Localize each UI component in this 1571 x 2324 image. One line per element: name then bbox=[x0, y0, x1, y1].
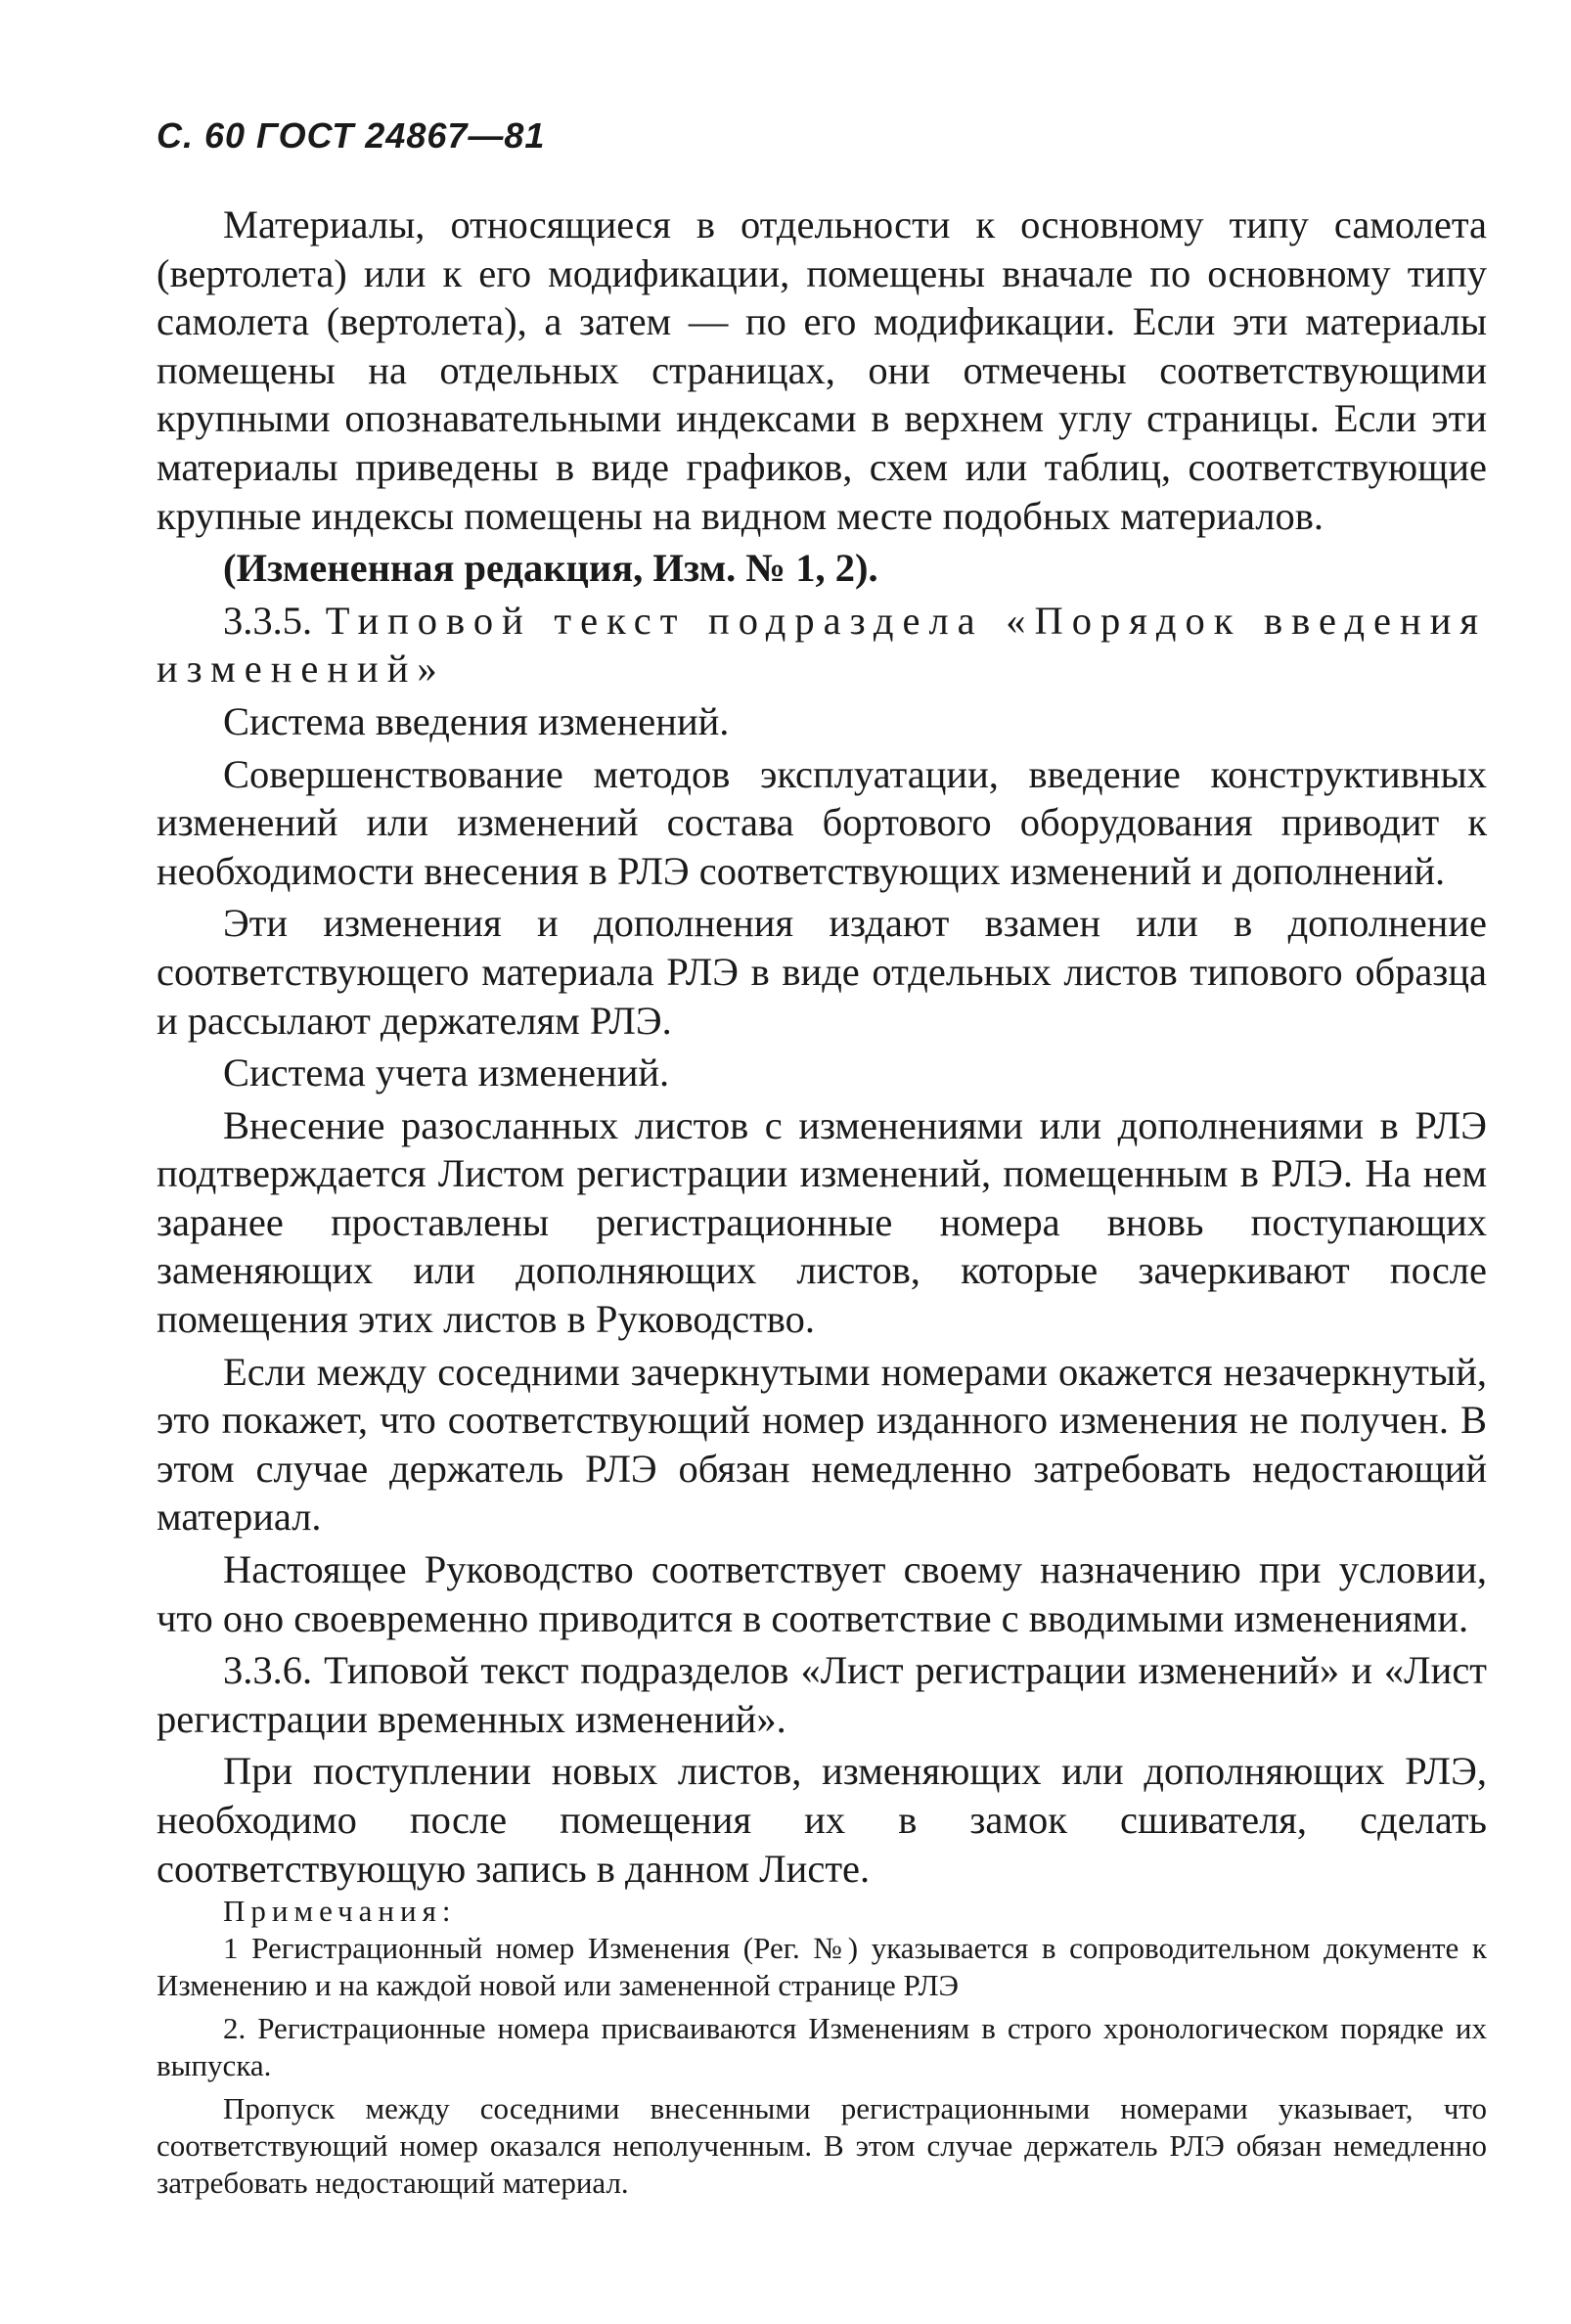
paragraph-changes-issued: Эти изменения и дополнения издают взамен или в дополнение соответствующего материала РЛЭ в виде отдельных листов типового образца и рассылают держателям РЛЭ. bbox=[157, 901, 1487, 1043]
paragraph-new-sheets: При поступлении новых листов, изменяющих или дополняющих РЛЭ, необходимо после помещения их в замок сшивателя, сделать соответствующую запись в данном Листе. bbox=[157, 1749, 1487, 1891]
paragraph-system-intro: Система введения изменений. bbox=[223, 698, 730, 743]
page-header: С. 60 ГОСТ 24867—81 bbox=[157, 115, 546, 156]
paragraph-revision-note: (Измененная редакция, Изм. № 1, 2). bbox=[223, 546, 878, 591]
note-3: Пропуск между соседними внесенными регистрационными номерами указывает, что соответствующий номер оказался неполученным. В этом случае держатель РЛЭ обязан немедленно затребовать недостающий материал. bbox=[157, 2091, 1487, 2200]
paragraph-section-3-3-6: 3.3.6. Типовой текст подразделов «Лист регистрации изменений» и «Лист регистрации временных изменений». bbox=[157, 1648, 1487, 1741]
paragraph-compliance: Настоящее Руководство соответствует своему назначению при условии, что оно своевременно приводится в соответствие с вводимыми изменениями. bbox=[157, 1547, 1487, 1640]
note-1: 1 Регистрационный номер Изменения (Рег. №) указывается в сопроводительном документе к Изменению и на каждой новой или замененной странице РЛЭ bbox=[157, 1931, 1487, 2002]
paragraph-missing-number: Если между соседними зачеркнутыми номерами окажется незачеркнутый, это покажет, что соответствующий номер изданного изменения не получен. В этом случае держатель РЛЭ обязан немедленно затребовать недостающий материал. bbox=[157, 1349, 1487, 1540]
paragraph-materials: Материалы, относящиеся в отдельности к основному типу самолета (вертолета) или к его модификации, помещены вначале по основному типу самолета (вертолета), а затем — по его модификации. Если эти материалы помещены на отдельных страницах, они отмечены соответствующими крупными опознавательными индексами в верхнем углу страницы. Если эти материалы приведены в виде графиков, схем или таблиц, соответствующие крупные индексы помещены на видном месте подобных материалов. bbox=[157, 202, 1487, 538]
note-2: 2. Регистрационные номера присваиваются Изменениям в строго хронологическом порядке их выпуска. bbox=[157, 2011, 1487, 2082]
section-number: 3.3.5. bbox=[223, 598, 313, 643]
section-title: Типовой текст подраздела «Порядок введения изменений» bbox=[157, 598, 1487, 692]
paragraph-section-3-3-5 bbox=[157, 597, 1487, 693]
paragraph-accounting-system: Система учета изменений. bbox=[223, 1050, 670, 1095]
notes-block bbox=[157, 1893, 1487, 2202]
notes-title: Примечания: bbox=[223, 1894, 457, 1928]
main-text bbox=[157, 201, 1487, 1893]
paragraph-improvement: Совершенствование методов эксплуатации, введение конструктивных изменений или изменений состава бортового оборудования приводит к необходимости внесения в РЛЭ соответствующих изменений и дополнений. bbox=[157, 751, 1487, 893]
paragraph-registration-sheet: Внесение разосланных листов с изменениями или дополнениями в РЛЭ подтверждается Листом регистрации изменений, помещенным в РЛЭ. На нем заранее проставлены регистрационные номера вновь поступающих заменяющих или дополняющих листов, которые зачеркивают после помещения этих листов в Руководство. bbox=[157, 1102, 1487, 1342]
